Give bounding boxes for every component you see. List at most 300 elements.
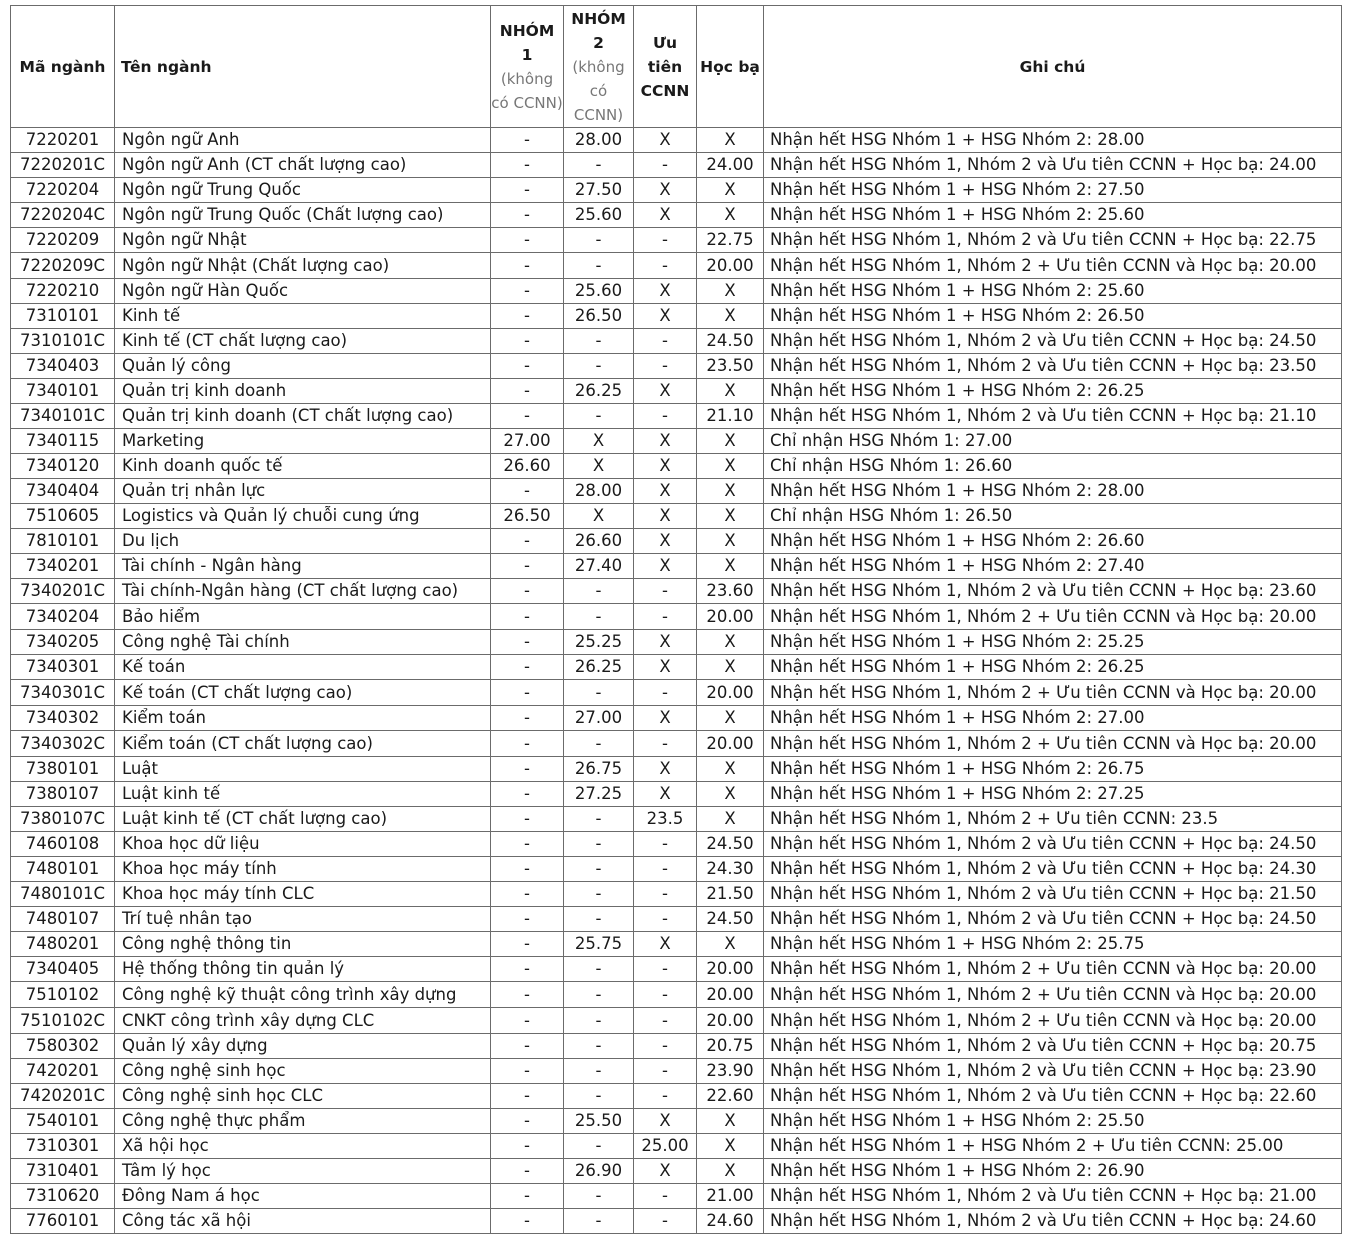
row-hocba: X (697, 706, 764, 731)
row-note: Nhận hết HSG Nhóm 1 + HSG Nhóm 2: 28.00 (764, 128, 1342, 153)
row-priority: X (634, 630, 697, 655)
row-priority: 25.00 (634, 1134, 697, 1159)
row-group-1: - (491, 680, 564, 706)
row-group-2: 25.50 (564, 1109, 634, 1134)
row-priority: X (634, 1159, 697, 1184)
row-priority: - (634, 253, 697, 279)
row-group-1: - (491, 228, 564, 253)
row-note: Nhận hết HSG Nhóm 1 + HSG Nhóm 2: 25.60 (764, 279, 1342, 304)
row-note: Nhận hết HSG Nhóm 1 + HSG Nhóm 2: 26.60 (764, 529, 1342, 554)
row-note: Nhận hết HSG Nhóm 1 + HSG Nhóm 2: 27.40 (764, 554, 1342, 579)
header-group-1-title-a: NHÓM (499, 21, 555, 40)
row-name: Đông Nam á học (115, 1184, 491, 1209)
table-row (11, 957, 1342, 982)
row-priority: X (634, 655, 697, 680)
row-code: 7760101 (11, 1209, 115, 1234)
row-hocba: X (697, 429, 764, 454)
table-row (11, 807, 1342, 832)
row-group-1: - (491, 1109, 564, 1134)
row-group-1: - (491, 982, 564, 1008)
row-hocba: 21.00 (697, 1184, 764, 1209)
table-row (11, 1184, 1342, 1209)
row-code: 7420201C (11, 1084, 115, 1109)
row-priority: - (634, 1008, 697, 1034)
row-hocba: 22.75 (697, 228, 764, 253)
row-note: Nhận hết HSG Nhóm 1, Nhóm 2 và Ưu tiên CCNN + Học bạ: 24.50 (764, 907, 1342, 932)
row-code: 7220209 (11, 228, 115, 253)
row-code: 7340201 (11, 554, 115, 579)
row-code: 7220201 (11, 128, 115, 153)
row-note: Nhận hết HSG Nhóm 1, Nhóm 2 + Ưu tiên CCNN: 23.5 (764, 807, 1342, 832)
table-row (11, 354, 1342, 379)
row-name: Công tác xã hội (115, 1209, 491, 1234)
row-hocba: 20.00 (697, 731, 764, 757)
row-group-1: - (491, 957, 564, 982)
row-group-1: 26.50 (491, 504, 564, 529)
table-row (11, 1209, 1342, 1234)
row-hocba: 24.00 (697, 153, 764, 178)
row-code: 7510102C (11, 1008, 115, 1034)
row-hocba: 20.00 (697, 604, 764, 630)
table-row (11, 757, 1342, 782)
row-name: Bảo hiểm (115, 604, 491, 630)
row-group-2: X (564, 429, 634, 454)
row-code: 7340101C (11, 404, 115, 429)
header-group-2-title-b: 2 (593, 33, 604, 52)
row-name: Tâm lý học (115, 1159, 491, 1184)
row-group-1: - (491, 1209, 564, 1234)
row-priority: - (634, 579, 697, 604)
row-code: 7340301 (11, 655, 115, 680)
row-note: Nhận hết HSG Nhóm 1, Nhóm 2 và Ưu tiên CCNN + Học bạ: 24.50 (764, 329, 1342, 354)
row-group-2: - (564, 604, 634, 630)
row-name: Kế toán (CT chất lượng cao) (115, 680, 491, 706)
row-priority: X (634, 203, 697, 228)
row-group-2: 25.60 (564, 279, 634, 304)
row-group-1: - (491, 404, 564, 429)
row-group-1: - (491, 1184, 564, 1209)
row-note: Nhận hết HSG Nhóm 1, Nhóm 2 và Ưu tiên CCNN + Học bạ: 23.60 (764, 579, 1342, 604)
table-row (11, 1059, 1342, 1084)
row-note: Nhận hết HSG Nhóm 1 + HSG Nhóm 2: 25.50 (764, 1109, 1342, 1134)
row-group-1: - (491, 479, 564, 504)
row-priority: X (634, 757, 697, 782)
table-row (11, 329, 1342, 354)
row-group-1: - (491, 882, 564, 907)
table-row (11, 655, 1342, 680)
row-group-2: 28.00 (564, 479, 634, 504)
header-priority: Ưu tiên CCNN (634, 6, 697, 128)
row-note: Nhận hết HSG Nhóm 1, Nhóm 2 + Ưu tiên CCNN và Học bạ: 20.00 (764, 680, 1342, 706)
row-code: 7310301 (11, 1134, 115, 1159)
table-row (11, 128, 1342, 153)
row-group-1: - (491, 604, 564, 630)
row-hocba: X (697, 655, 764, 680)
table-row (11, 706, 1342, 731)
row-priority: - (634, 957, 697, 982)
row-note: Nhận hết HSG Nhóm 1, Nhóm 2 và Ưu tiên CCNN + Học bạ: 21.50 (764, 882, 1342, 907)
header-group-1-sub: (không có CCNN) (491, 69, 563, 112)
row-group-2: - (564, 807, 634, 832)
row-priority: - (634, 982, 697, 1008)
row-name: Ngôn ngữ Nhật (Chất lượng cao) (115, 253, 491, 279)
row-group-1: 26.60 (491, 454, 564, 479)
row-note: Nhận hết HSG Nhóm 1, Nhóm 2 và Ưu tiên CCNN + Học bạ: 24.50 (764, 832, 1342, 857)
row-name: Quản lý công (115, 354, 491, 379)
row-name: Kinh tế (CT chất lượng cao) (115, 329, 491, 354)
row-hocba: X (697, 279, 764, 304)
row-hocba: X (697, 807, 764, 832)
row-hocba: 20.00 (697, 982, 764, 1008)
row-group-2: - (564, 1008, 634, 1034)
row-group-1: - (491, 807, 564, 832)
row-note: Nhận hết HSG Nhóm 1, Nhóm 2 + Ưu tiên CCNN và Học bạ: 20.00 (764, 982, 1342, 1008)
row-group-1: 27.00 (491, 429, 564, 454)
row-group-2: - (564, 882, 634, 907)
table-row (11, 832, 1342, 857)
row-group-2: 26.50 (564, 304, 634, 329)
row-name: CNKT công trình xây dựng CLC (115, 1008, 491, 1034)
table-row (11, 178, 1342, 203)
row-note: Nhận hết HSG Nhóm 1 + HSG Nhóm 2: 26.75 (764, 757, 1342, 782)
row-group-2: - (564, 354, 634, 379)
row-code: 7480101 (11, 857, 115, 882)
row-group-1: - (491, 128, 564, 153)
row-group-1: - (491, 379, 564, 404)
row-name: Ngôn ngữ Hàn Quốc (115, 279, 491, 304)
admission-scores-table (10, 5, 1342, 1234)
row-name: Công nghệ Tài chính (115, 630, 491, 655)
row-code: 7380107C (11, 807, 115, 832)
row-group-1: - (491, 857, 564, 882)
row-name: Công nghệ sinh học (115, 1059, 491, 1084)
row-priority: - (634, 1209, 697, 1234)
row-note: Nhận hết HSG Nhóm 1, Nhóm 2 và Ưu tiên CCNN + Học bạ: 22.75 (764, 228, 1342, 253)
row-priority: - (634, 153, 697, 178)
row-code: 7220210 (11, 279, 115, 304)
row-name: Công nghệ thông tin (115, 932, 491, 957)
row-group-1: - (491, 1034, 564, 1059)
row-code: 7580302 (11, 1034, 115, 1059)
row-name: Công nghệ kỹ thuật công trình xây dựng (115, 982, 491, 1008)
row-name: Kế toán (115, 655, 491, 680)
table-row (11, 479, 1342, 504)
row-group-1: - (491, 354, 564, 379)
table-row (11, 1134, 1342, 1159)
row-name: Luật kinh tế (CT chất lượng cao) (115, 807, 491, 832)
row-priority: X (634, 706, 697, 731)
table-row (11, 782, 1342, 807)
row-priority: - (634, 1084, 697, 1109)
row-priority: - (634, 354, 697, 379)
row-code: 7480107 (11, 907, 115, 932)
row-priority: - (634, 882, 697, 907)
row-code: 7480101C (11, 882, 115, 907)
row-note: Nhận hết HSG Nhóm 1 + HSG Nhóm 2: 26.50 (764, 304, 1342, 329)
row-name: Ngôn ngữ Anh (115, 128, 491, 153)
row-code: 7340302C (11, 731, 115, 757)
row-hocba: X (697, 203, 764, 228)
row-hocba: 24.30 (697, 857, 764, 882)
row-group-1: - (491, 529, 564, 554)
row-note: Nhận hết HSG Nhóm 1, Nhóm 2 và Ưu tiên CCNN + Học bạ: 22.60 (764, 1084, 1342, 1109)
table-row (11, 454, 1342, 479)
row-note: Nhận hết HSG Nhóm 1 + HSG Nhóm 2: 27.00 (764, 706, 1342, 731)
row-group-1: - (491, 757, 564, 782)
row-priority: X (634, 529, 697, 554)
row-group-1: - (491, 655, 564, 680)
row-hocba: X (697, 782, 764, 807)
row-name: Kinh doanh quốc tế (115, 454, 491, 479)
table-row (11, 203, 1342, 228)
row-group-2: - (564, 832, 634, 857)
row-group-1: - (491, 279, 564, 304)
row-code: 7220204C (11, 203, 115, 228)
row-code: 7220201C (11, 153, 115, 178)
row-note: Nhận hết HSG Nhóm 1, Nhóm 2 và Ưu tiên CCNN + Học bạ: 24.30 (764, 857, 1342, 882)
row-note: Chỉ nhận HSG Nhóm 1: 27.00 (764, 429, 1342, 454)
row-code: 7340120 (11, 454, 115, 479)
row-hocba: X (697, 128, 764, 153)
row-priority: X (634, 128, 697, 153)
row-group-2: - (564, 907, 634, 932)
row-group-2: - (564, 228, 634, 253)
row-code: 7380107 (11, 782, 115, 807)
row-group-1: - (491, 907, 564, 932)
row-name: Logistics và Quản lý chuỗi cung ứng (115, 504, 491, 529)
row-note: Nhận hết HSG Nhóm 1, Nhóm 2 + Ưu tiên CCNN và Học bạ: 20.00 (764, 1008, 1342, 1034)
table-row (11, 529, 1342, 554)
row-group-1: - (491, 153, 564, 178)
row-priority: X (634, 429, 697, 454)
row-group-2: - (564, 857, 634, 882)
row-group-1: - (491, 554, 564, 579)
row-priority: - (634, 731, 697, 757)
table-row (11, 1008, 1342, 1034)
table-row (11, 731, 1342, 757)
row-priority: - (634, 832, 697, 857)
row-code: 7380101 (11, 757, 115, 782)
row-hocba: 20.75 (697, 1034, 764, 1059)
row-hocba: X (697, 504, 764, 529)
row-note: Nhận hết HSG Nhóm 1, Nhóm 2 + Ưu tiên CCNN và Học bạ: 20.00 (764, 731, 1342, 757)
row-hocba: 23.90 (697, 1059, 764, 1084)
row-priority: X (634, 554, 697, 579)
row-code: 7340302 (11, 706, 115, 731)
row-group-2: - (564, 404, 634, 429)
row-group-2: - (564, 1034, 634, 1059)
row-code: 7220209C (11, 253, 115, 279)
row-code: 7340205 (11, 630, 115, 655)
row-code: 7340404 (11, 479, 115, 504)
row-note: Nhận hết HSG Nhóm 1 + HSG Nhóm 2: 27.25 (764, 782, 1342, 807)
row-group-2: 26.60 (564, 529, 634, 554)
row-group-1: - (491, 1084, 564, 1109)
row-name: Công nghệ thực phẩm (115, 1109, 491, 1134)
row-code: 7310401 (11, 1159, 115, 1184)
row-priority: X (634, 504, 697, 529)
row-code: 7460108 (11, 832, 115, 857)
row-hocba: 24.60 (697, 1209, 764, 1234)
row-priority: - (634, 228, 697, 253)
row-note: Nhận hết HSG Nhóm 1, Nhóm 2 và Ưu tiên CCNN + Học bạ: 21.10 (764, 404, 1342, 429)
row-group-2: 28.00 (564, 128, 634, 153)
header-row (11, 6, 1342, 128)
table-row (11, 982, 1342, 1008)
row-group-1: - (491, 932, 564, 957)
row-name: Tài chính - Ngân hàng (115, 554, 491, 579)
row-group-2: X (564, 454, 634, 479)
row-hocba: 21.50 (697, 882, 764, 907)
row-name: Luật (115, 757, 491, 782)
row-priority: X (634, 782, 697, 807)
row-priority: - (634, 1059, 697, 1084)
row-hocba: X (697, 479, 764, 504)
row-hocba: X (697, 529, 764, 554)
table-row (11, 153, 1342, 178)
row-note: Nhận hết HSG Nhóm 1 + HSG Nhóm 2: 26.25 (764, 379, 1342, 404)
row-hocba: X (697, 554, 764, 579)
row-code: 7310101C (11, 329, 115, 354)
table-row (11, 379, 1342, 404)
table-row (11, 1034, 1342, 1059)
row-group-2: 25.75 (564, 932, 634, 957)
row-code: 7310101 (11, 304, 115, 329)
row-group-2: 27.40 (564, 554, 634, 579)
row-hocba: 24.50 (697, 832, 764, 857)
row-hocba: 24.50 (697, 907, 764, 932)
row-priority: - (634, 680, 697, 706)
row-group-1: - (491, 706, 564, 731)
row-group-1: - (491, 178, 564, 203)
row-note: Nhận hết HSG Nhóm 1 + HSG Nhóm 2: 26.90 (764, 1159, 1342, 1184)
header-group-1-title-b: 1 (521, 45, 533, 64)
table-row (11, 404, 1342, 429)
row-name: Kiểm toán (115, 706, 491, 731)
table-row (11, 1109, 1342, 1134)
row-note: Nhận hết HSG Nhóm 1, Nhóm 2 và Ưu tiên CCNN + Học bạ: 20.75 (764, 1034, 1342, 1059)
row-name: Ngôn ngữ Trung Quốc (115, 178, 491, 203)
row-priority: X (634, 178, 697, 203)
row-group-1: - (491, 782, 564, 807)
row-hocba: 23.60 (697, 579, 764, 604)
row-group-2: - (564, 253, 634, 279)
row-group-2: 26.25 (564, 655, 634, 680)
row-code: 7340403 (11, 354, 115, 379)
row-hocba: 20.00 (697, 1008, 764, 1034)
row-code: 7510102 (11, 982, 115, 1008)
table-body (11, 128, 1342, 1234)
table-row (11, 279, 1342, 304)
row-hocba: 24.50 (697, 329, 764, 354)
row-name: Công nghệ sinh học CLC (115, 1084, 491, 1109)
table-row (11, 857, 1342, 882)
row-note: Chỉ nhận HSG Nhóm 1: 26.50 (764, 504, 1342, 529)
row-priority: X (634, 379, 697, 404)
table-row (11, 579, 1342, 604)
row-hocba: 21.10 (697, 404, 764, 429)
header-hocba: Học bạ (697, 6, 764, 128)
row-group-1: - (491, 304, 564, 329)
row-code: 7340405 (11, 957, 115, 982)
row-priority: 23.5 (634, 807, 697, 832)
row-note: Nhận hết HSG Nhóm 1 + HSG Nhóm 2: 25.60 (764, 203, 1342, 228)
header-group-2-sub: (không có CCNN) (572, 57, 625, 124)
row-note: Chỉ nhận HSG Nhóm 1: 26.60 (764, 454, 1342, 479)
row-note: Nhận hết HSG Nhóm 1, Nhóm 2 + Ưu tiên CCNN và Học bạ: 20.00 (764, 957, 1342, 982)
row-group-1: - (491, 1134, 564, 1159)
row-note: Nhận hết HSG Nhóm 1 + HSG Nhóm 2: 25.25 (764, 630, 1342, 655)
row-code: 7340101 (11, 379, 115, 404)
row-group-2: - (564, 1084, 634, 1109)
row-note: Nhận hết HSG Nhóm 1 + HSG Nhóm 2: 25.75 (764, 932, 1342, 957)
row-group-2: 26.25 (564, 379, 634, 404)
row-priority: - (634, 404, 697, 429)
row-hocba: X (697, 379, 764, 404)
table-row (11, 932, 1342, 957)
row-name: Trí tuệ nhân tạo (115, 907, 491, 932)
row-name: Kiểm toán (CT chất lượng cao) (115, 731, 491, 757)
row-priority: X (634, 479, 697, 504)
table-row (11, 253, 1342, 279)
row-hocba: 20.00 (697, 253, 764, 279)
table-row (11, 304, 1342, 329)
row-name: Quản trị kinh doanh (CT chất lượng cao) (115, 404, 491, 429)
row-code: 7480201 (11, 932, 115, 957)
row-name: Ngôn ngữ Anh (CT chất lượng cao) (115, 153, 491, 178)
header-group-1 (491, 6, 564, 128)
row-group-1: - (491, 1059, 564, 1084)
row-priority: - (634, 857, 697, 882)
row-name: Xã hội học (115, 1134, 491, 1159)
header-name: Tên ngành (115, 6, 491, 128)
table-row (11, 882, 1342, 907)
row-group-2: 27.25 (564, 782, 634, 807)
row-group-1: - (491, 630, 564, 655)
row-group-2: - (564, 579, 634, 604)
row-hocba: 22.60 (697, 1084, 764, 1109)
row-group-2: - (564, 1134, 634, 1159)
row-group-2: 26.75 (564, 757, 634, 782)
row-hocba: X (697, 932, 764, 957)
row-name: Luật kinh tế (115, 782, 491, 807)
row-priority: - (634, 604, 697, 630)
row-name: Kinh tế (115, 304, 491, 329)
table-row (11, 680, 1342, 706)
row-group-2: - (564, 731, 634, 757)
row-hocba: X (697, 1159, 764, 1184)
row-group-1: - (491, 1159, 564, 1184)
row-priority: - (634, 329, 697, 354)
row-hocba: X (697, 630, 764, 655)
row-group-1: - (491, 203, 564, 228)
row-name: Tài chính-Ngân hàng (CT chất lượng cao) (115, 579, 491, 604)
row-priority: X (634, 279, 697, 304)
table-row (11, 429, 1342, 454)
row-hocba: X (697, 304, 764, 329)
table-row (11, 630, 1342, 655)
table-row (11, 554, 1342, 579)
row-group-2: 27.00 (564, 706, 634, 731)
row-hocba: X (697, 1134, 764, 1159)
row-group-2: - (564, 153, 634, 178)
table-row (11, 504, 1342, 529)
row-priority: X (634, 932, 697, 957)
header-group-2-title-a: NHÓM (571, 9, 626, 28)
row-note: Nhận hết HSG Nhóm 1, Nhóm 2 và Ưu tiên CCNN + Học bạ: 24.60 (764, 1209, 1342, 1234)
table-row (11, 907, 1342, 932)
row-group-2: X (564, 504, 634, 529)
